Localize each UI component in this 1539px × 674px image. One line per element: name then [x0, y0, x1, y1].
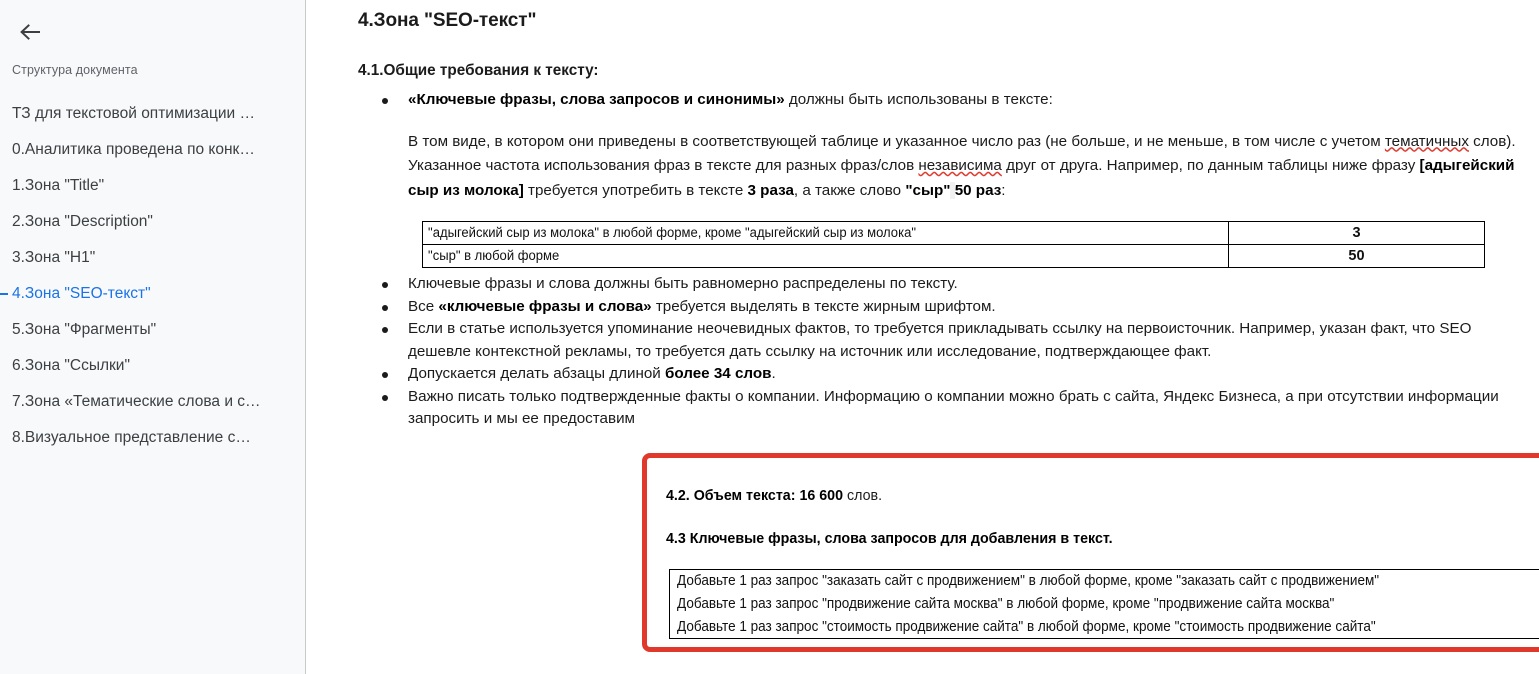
paragraph-part-1: В том виде, в котором они приведены в соответствующей таблице и указанное число раз (не больше, и не меньше, в том числе с учетом: [408, 132, 1385, 150]
document-body: [306, 0, 1539, 674]
page-title: 4.Зона "SEO-текст": [358, 10, 537, 31]
list-item: [358, 386, 1533, 431]
table-cell-query: Добавьте 1 раз запрос "стоимость продвижение сайта" в любой форме, кроме "стоимость продвижение сайта": [676, 618, 1376, 635]
requirements-intro-list: [358, 89, 1533, 112]
sidebar-item-label: 8.Визуальное представление с…: [12, 429, 251, 446]
usage-paragraph: [358, 130, 1533, 204]
bullet-text: Ключевые фразы и слова должны быть равномерно распределены по тексту.: [408, 275, 958, 292]
queries-table: [669, 569, 1539, 639]
sidebar-item-h1[interactable]: [0, 240, 305, 276]
sidebar-item-label: ТЗ для текстовой оптимизации …: [12, 105, 256, 122]
misspelled-word-nezavisima: независима: [918, 157, 1002, 174]
bullet-text-pre: Допускается делать абзацы длиной: [408, 365, 665, 382]
outline-section-label: Структура документа: [12, 63, 138, 77]
word-syr: "сыр": [905, 181, 951, 199]
keyphrases-heading-4-3: [666, 530, 1113, 547]
table-row: [670, 570, 1539, 593]
text-volume-value: 16 600: [799, 487, 844, 504]
section-heading-4-1: 4.1.Общие требования к тексту:: [358, 62, 599, 79]
list-item: [358, 296, 1533, 319]
paragraph-part-2: слов). Указанное частота использования фраз в тексте для разных фраз/слов: [408, 132, 1516, 174]
bullet-text-post: требуется выделять в тексте жирным шрифтом.: [651, 297, 996, 315]
sidebar-item-seo-text[interactable]: [0, 276, 305, 312]
bullet-text-post: .: [771, 365, 776, 382]
text-volume-line: [666, 487, 882, 504]
sidebar-item-label: 5.Зона "Фрагменты": [12, 321, 157, 338]
sidebar-item-links[interactable]: [0, 348, 305, 384]
table-cell-query: Добавьте 1 раз запрос "заказать сайт с продвижением" в любой форме, кроме "заказать сайт с продвижением": [676, 573, 1379, 590]
sidebar-item-thematic-words[interactable]: [0, 384, 305, 420]
paragraph-part-5: , а также слово: [793, 181, 906, 199]
requirements-bullet-list: [358, 273, 1533, 431]
sidebar-item-label: 7.Зона «Тематические слова и с…: [12, 393, 261, 410]
sidebar-item-label: 2.Зона "Description": [12, 213, 153, 230]
sidebar-item-label: 0.Аналитика проведена по конк…: [12, 141, 255, 158]
table-cell-count: 3: [1229, 222, 1485, 245]
outline-item-list: [0, 96, 305, 456]
paragraph-part-4: требуется употребить в тексте: [523, 181, 748, 199]
table-row: [670, 616, 1539, 639]
highlighted-requirements-box: [642, 453, 1539, 652]
sidebar-item-label: 3.Зона "H1": [12, 249, 96, 266]
sidebar-item-fragments[interactable]: [0, 312, 305, 348]
table-row: [423, 222, 1485, 245]
table-cell-query: Добавьте 1 раз запрос "продвижение сайта москва" в любой форме, кроме "продвижение сайта москва": [676, 596, 1334, 612]
sidebar-item-analytics[interactable]: [0, 132, 305, 168]
table-cell-count: 50: [1229, 245, 1485, 268]
sidebar-item-title[interactable]: [0, 168, 305, 204]
bullet-text-bold: более 34 слов: [665, 365, 772, 382]
bullet-keyphrases-rest: должны быть использованы в тексте:: [784, 91, 1053, 108]
paragraph-part-3: друг от друга. Например, по данным таблицы ниже фразу: [1001, 157, 1420, 174]
table-cell-phrase: "адыгейский сыр из молока" в любой форме, кроме "адыгейский сыр из молока": [423, 222, 1165, 245]
keyphrases-heading-text: 4.3 Ключевые фразы, слова запросов для добавления в текст.: [666, 530, 1113, 547]
bullet-keyphrases-bold: «Ключевые фразы, слова запросов и синонимы»: [408, 91, 785, 108]
example-phrase-bold: [адыгейский сыр из молока]: [408, 157, 1515, 199]
sidebar-item-tz[interactable]: [0, 96, 305, 132]
list-item: [358, 363, 1533, 386]
misspelled-word-tematichnyh: тематичных: [1384, 132, 1469, 150]
bullet-text: Важно писать только подтвержденные факты о компании. Информацию о компании можно брать с сайта, Яндекс Бизнеса, а при отсутствии информации запросить и мы ее предоставим: [408, 387, 1499, 427]
count-50-times: 50 раз: [954, 181, 1002, 199]
document-outline-sidebar: [0, 0, 306, 674]
keyword-frequency-table: [422, 221, 1485, 268]
sidebar-item-visual-representation[interactable]: [0, 420, 305, 456]
paragraph-part-6: :: [1001, 181, 1006, 199]
bullet-text-bold: «ключевые фразы и слова»: [438, 297, 652, 315]
table-row: [423, 245, 1485, 268]
sidebar-item-label: 6.Зона "Ссылки": [12, 357, 130, 374]
count-3-times: 3 раза: [747, 181, 794, 199]
table-row: [670, 593, 1539, 616]
table-cell-phrase: "сыр" в любой форме: [423, 245, 1165, 268]
sidebar-item-label: 1.Зона "Title": [12, 177, 105, 194]
sidebar-item-label: 4.Зона "SEO-текст": [12, 285, 151, 302]
bullet-text-pre: Все: [408, 297, 439, 315]
list-item: [358, 318, 1533, 363]
list-item: [358, 89, 1533, 112]
sidebar-item-description[interactable]: [0, 204, 305, 240]
text-volume-suffix: слов.: [843, 487, 883, 504]
list-item: [358, 273, 1533, 296]
back-arrow-icon[interactable]: [12, 14, 48, 50]
bullet-text: Если в статье используется упоминание неочевидных фактов, то требуется прикладывать ссылку на первоисточник. Например, указан факт, что SEO дешевле контекстной рекламы, то требуется дать ссылку на источник или исследование, подтверждающее факт.: [408, 320, 1472, 360]
text-volume-label: 4.2. Объем текста:: [666, 487, 796, 504]
